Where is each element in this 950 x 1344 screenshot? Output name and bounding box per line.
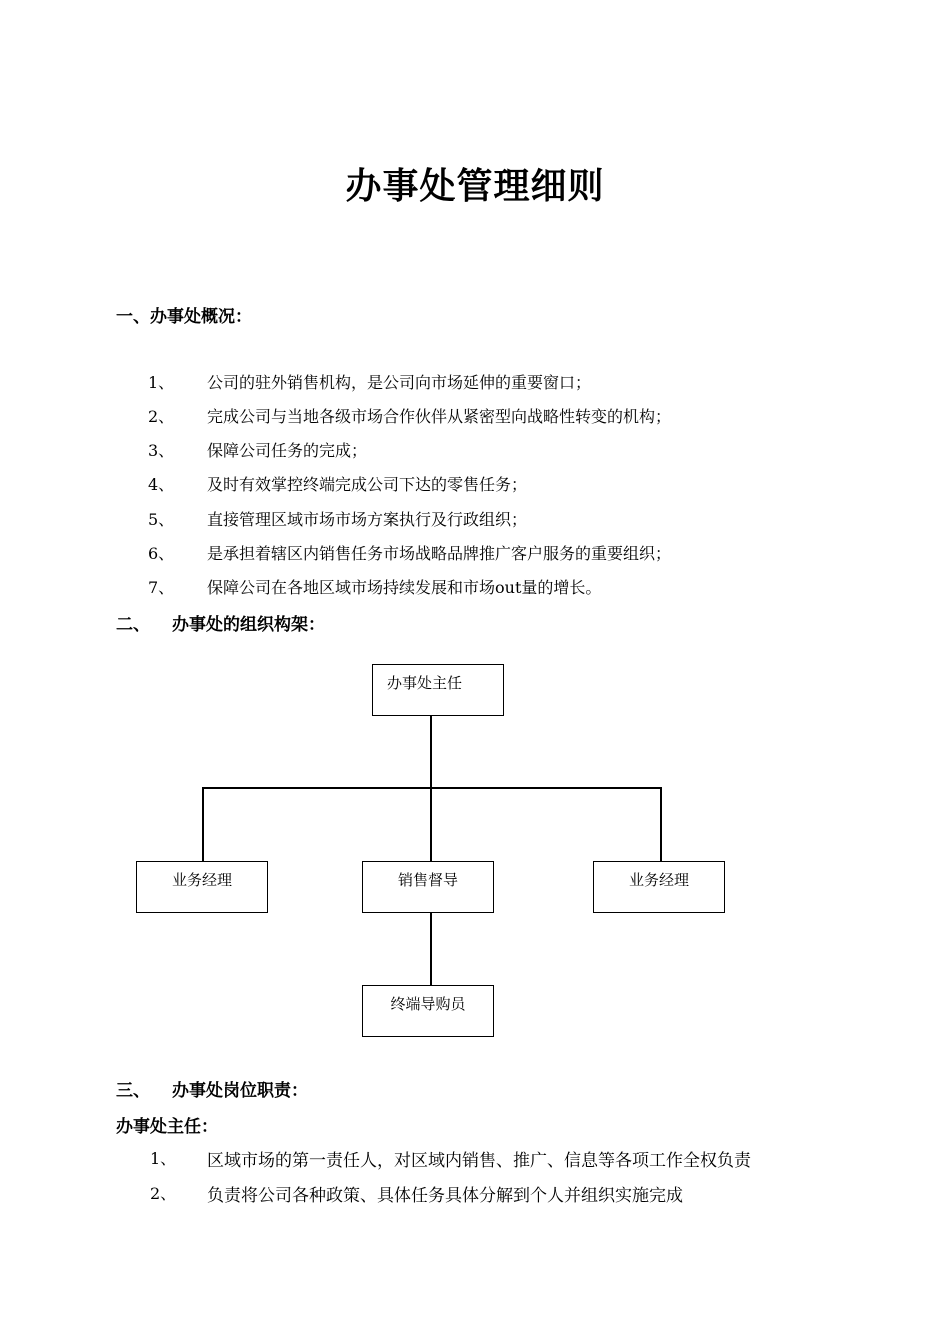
list-item-number: 7、 (148, 578, 175, 597)
org-node-left-manager (136, 861, 268, 913)
connector-line (430, 911, 432, 987)
org-node-right-manager (593, 861, 725, 913)
connector-line (430, 787, 432, 862)
list-item-text: 及时有效掌控终端完成公司下达的零售任务； (207, 475, 528, 494)
list-item-number: 5、 (148, 510, 175, 529)
section-1-heading: 一、办事处概况： (116, 307, 252, 327)
section-3-heading: 办事处岗位职责： (172, 1081, 308, 1101)
connector-line (202, 787, 662, 789)
section-3-number: 三、 (116, 1081, 150, 1101)
connector-line (202, 787, 204, 862)
section-3-subheading: 办事处主任： (116, 1117, 218, 1137)
list-item-number: 3、 (148, 441, 175, 460)
list-item-number: 4、 (148, 475, 175, 494)
list-item-number: 2、 (148, 407, 175, 426)
list-item-number: 6、 (148, 544, 175, 563)
connector-line (430, 714, 432, 788)
list-item-number: 1、 (150, 1149, 177, 1168)
list-item-text: 区域市场的第一责任人，对区域内销售、推广、信息等各项工作全权负责 (207, 1151, 751, 1171)
list-item-text: 保障公司在各地区域市场持续发展和市场out量的增长。 (207, 578, 602, 597)
page-title: 办事处管理细则 (345, 165, 605, 207)
list-item-text: 公司的驻外销售机构，是公司向市场延伸的重要窗口； (207, 373, 592, 392)
list-item-number: 2、 (150, 1184, 177, 1203)
section-2-number: 二、 (116, 615, 150, 635)
org-node-label: 业务经理 (171, 871, 232, 889)
list-item-text: 直接管理区域市场市场方案执行及行政组织； (207, 510, 528, 529)
list-item-text: 是承担着辖区内销售任务市场战略品牌推广客户服务的重要组织； (207, 544, 672, 563)
org-node-label: 业务经理 (628, 871, 689, 889)
org-node-label: 办事处主任 (387, 674, 463, 692)
org-node-label: 终端导购员 (390, 995, 466, 1013)
list-item-text: 完成公司与当地各级市场合作伙伴从紧密型向战略性转变的机构； (207, 407, 672, 426)
list-item-number: 1、 (148, 373, 175, 392)
org-node-supervisor (362, 861, 494, 913)
org-node-label: 销售督导 (397, 871, 458, 889)
org-node-promoter (362, 985, 494, 1037)
list-item-text: 负责将公司各种政策、具体任务具体分解到个人并组织实施完成 (207, 1186, 683, 1206)
org-node-director (372, 664, 504, 716)
connector-line (660, 787, 662, 862)
list-item-text: 保障公司任务的完成； (207, 441, 368, 460)
section-2-heading: 办事处的组织构架： (172, 615, 325, 635)
